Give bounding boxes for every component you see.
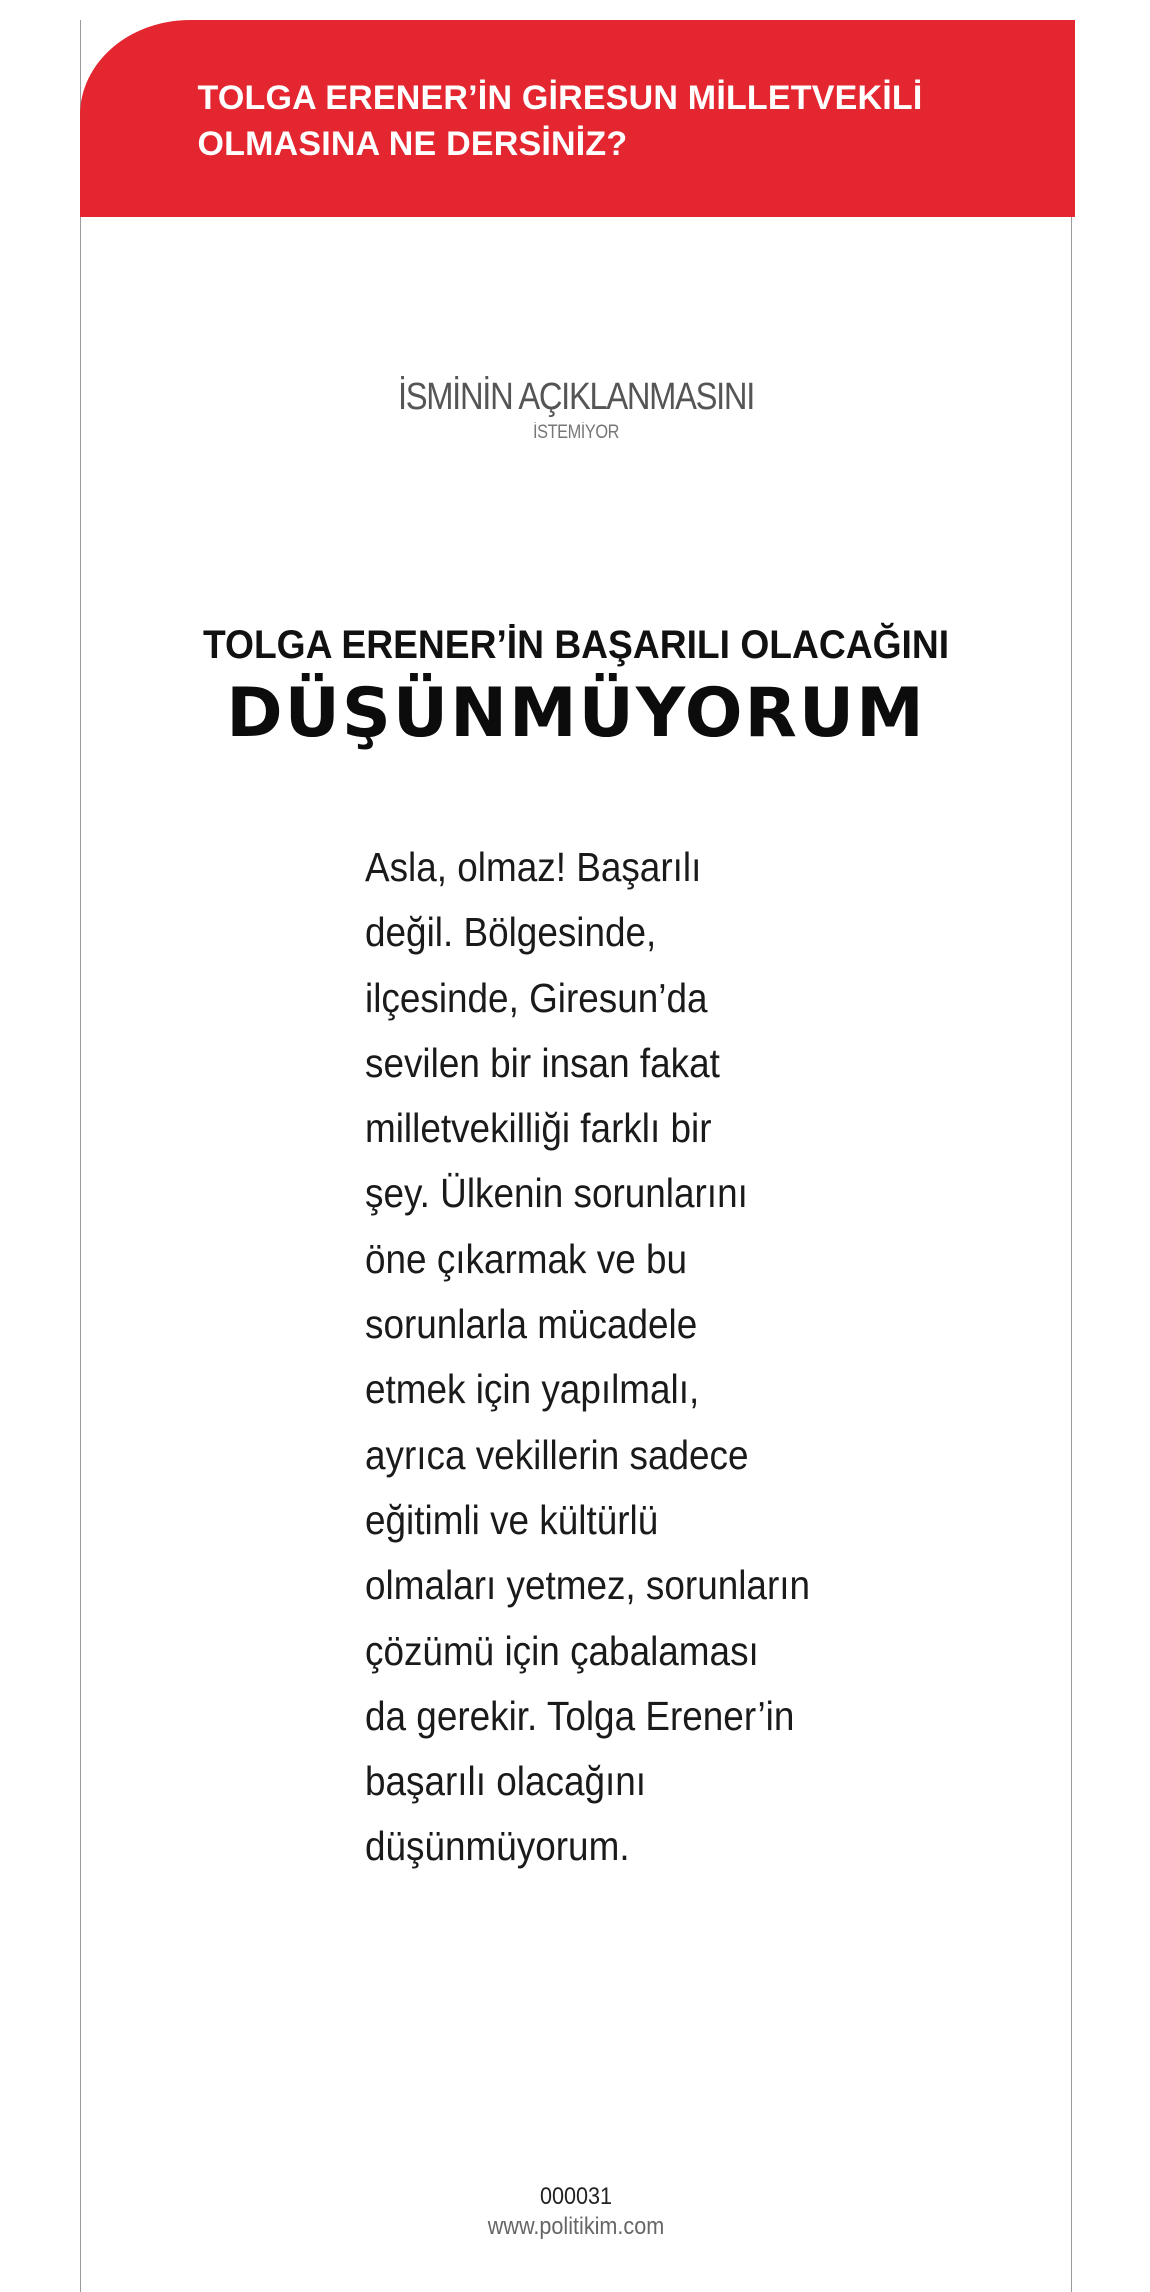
author-name: İSMİNİN AÇIKLANMASINI <box>397 376 755 418</box>
author-block <box>81 375 1071 445</box>
document-code: 000031 <box>539 2183 613 2210</box>
body-line: eğitimli ve kültürlü <box>365 1496 659 1543</box>
body-line: sorunlarla mücadele <box>365 1301 698 1348</box>
author-subtitle: İSTEMİYOR <box>532 422 619 443</box>
body-line: ilçesinde, Giresun’da <box>365 974 708 1021</box>
body-line: milletvekilliği farklı bir <box>365 1105 712 1152</box>
body-line: etmek için yapılmalı, <box>365 1366 700 1413</box>
body-line: da gerekir. Tolga Erener’in <box>365 1692 795 1739</box>
answer-body <box>365 835 885 1880</box>
body-line: şey. Ülkenin sorunlarını <box>365 1170 748 1217</box>
question-title <box>198 75 998 167</box>
body-line: sevilen bir insan fakat <box>365 1039 720 1086</box>
body-line: ayrıca vekillerin sadece <box>365 1431 749 1478</box>
answer-headline <box>81 618 1071 758</box>
body-line: öne çıkarmak ve bu <box>365 1235 688 1282</box>
website-url: www.politikim.com <box>487 2213 665 2240</box>
body-line: düşünmüyorum. <box>365 1823 630 1870</box>
question-title-line-2: OLMASINA NE DERSİNİZ? <box>197 125 628 163</box>
body-line: değil. Bölgesinde, <box>365 909 657 956</box>
body-line: çözümü için çabalaması <box>365 1627 759 1674</box>
opinion-card <box>80 20 1072 2292</box>
body-line: Asla, olmaz! Başarılı <box>365 844 702 890</box>
footer <box>81 2182 1071 2242</box>
body-line: başarılı olacağını <box>365 1758 647 1805</box>
question-title-line-1: TOLGA ERENER’İN GİRESUN MİLLETVEKİLİ <box>197 79 923 117</box>
body-line: olmaları yetmez, sorunların <box>365 1562 811 1609</box>
question-banner <box>80 20 1075 217</box>
headline-top: TOLGA ERENER’İN BAŞARILI OLACAĞINI <box>202 623 950 667</box>
headline-main: DÜŞÜNMÜYORUM <box>226 674 926 753</box>
